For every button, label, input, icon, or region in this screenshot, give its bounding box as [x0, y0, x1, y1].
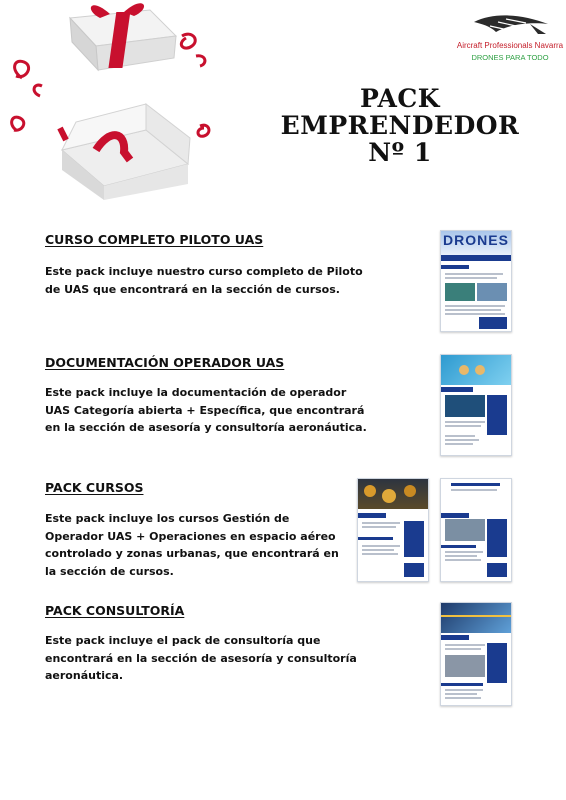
brochure-thumbnail-documentacion — [440, 354, 512, 456]
section-text-documentacion — [45, 384, 367, 437]
gift-box-illustration — [0, 0, 240, 200]
title-line-1: PACK — [359, 84, 440, 113]
section-text-curso-piloto — [45, 263, 363, 298]
brochure-thumbnail-consultoria — [440, 602, 512, 706]
logo-name: Aircraft Professionals Navarra — [456, 41, 564, 50]
page-title — [280, 85, 520, 166]
text-line: Este pack incluye la documentación de operador — [45, 386, 347, 399]
text-line: encontrará en la sección de asesoría y consultoría — [45, 651, 357, 665]
title-line-3: Nº 1 — [368, 138, 432, 167]
title-line-2: EMPRENDEDOR — [280, 111, 520, 140]
text-line: Este pack incluye el pack de consultoría que — [45, 634, 321, 647]
text-line: Este pack incluye los cursos Gestión de — [45, 512, 290, 525]
text-line: en la sección de asesoría y consultoría aeronáutica. — [45, 421, 367, 434]
section-text-consultoria — [45, 632, 357, 685]
text-line: aeronáutica. — [45, 669, 124, 682]
text-line: de UAS que encontrará en la sección de cursos. — [45, 282, 340, 296]
section-heading-curso-piloto: CURSO COMPLETO PILOTO UAS — [45, 232, 264, 247]
section-heading-pack-cursos: PACK CURSOS — [45, 480, 144, 495]
logo-tagline: DRONES PARA TODO — [471, 53, 549, 62]
section-heading-consultoria: PACK CONSULTORÍA — [45, 603, 185, 618]
text-line: Este pack incluye nuestro curso completo de Piloto — [45, 265, 363, 278]
text-line: UAS Categoría abierta + Específica, que encontrará — [45, 403, 365, 417]
section-heading-documentacion: DOCUMENTACIÓN OPERADOR UAS — [45, 355, 285, 370]
brochure-thumbnail-curso-piloto — [440, 230, 512, 332]
text-line: la sección de cursos. — [45, 564, 174, 578]
section-text-pack-cursos — [45, 510, 339, 580]
company-logo — [456, 12, 564, 64]
text-line: controlado y zonas urbanas, que encontrará en — [45, 547, 339, 560]
aircraft-wing-icon — [470, 12, 550, 38]
brochure-thumbnail-gestion-operador — [357, 478, 429, 582]
text-line: Operador UAS + Operaciones en espacio aéreo — [45, 529, 336, 543]
brochure-drones-word: DRONES — [443, 232, 509, 248]
brochure-thumbnail-operaciones — [440, 478, 512, 582]
